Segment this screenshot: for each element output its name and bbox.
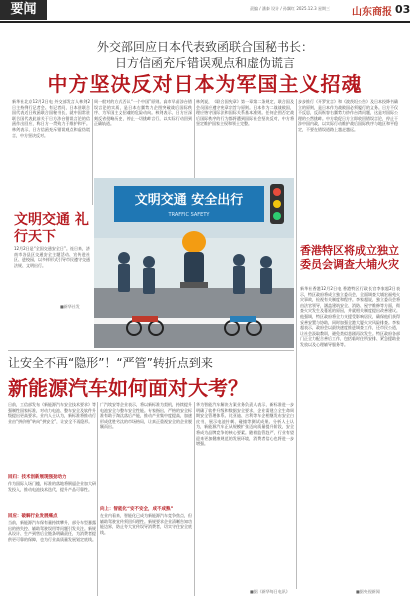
header-rule: [0, 21, 410, 23]
second-story-column-1b: 作为国际入场门槛，标准的落地将倒逼企业加大研发投入，推动电池技术迭代，提升产品可靠性。: [8, 481, 96, 492]
lead-column-c: 林剑说，《联合国宪章》第一章第二条规定，联合国及会员国应遵守宪章宗旨与原则。日本作为二战战败国，理应恪守国际法和国际关系基本准则。任何企图否定战后国际秩序的行为都将遭到国际社会坚决反对，中方将坚定维护国家主权和领土完整。: [196, 99, 294, 127]
second-story-column-2: 广汽埃安等企业表示，将以新标准为契机，持续提升电池安全与整车安全性能。专家指出，严格的安全标准有助于淘汰落后产能，推动产业集中度提高，加速形成优胜劣汰的市场格局，让真正重视安全的企业脱颖而出。: [100, 402, 192, 430]
lead-column-d: 步步推行《开罗宣言》和《波茨坦公告》及日本投降书确立的原则，是日本作为战败国必须履行的义务。日方不仅不反思，反而纵容右翼势力炒作台湾问题，这是对国际公理的公然挑衅。中方敦促日方立即收回错误言论，停止干涉中国内政，以实际行动维护战后国际秩序与地区和平稳定，不要在错误道路上越走越远。: [298, 99, 398, 132]
lead-column-b: 周一般对的方式否认“一个中国”原则。高市早苗涉台错误言论的实质，是日本右翼势力企图突破战后国际秩序、为军国主义招魂的危险动向。林剑表示，日方应深刻反省侵略历史，停止一切挑衅言行，以实际行动回到正确轨道。: [94, 99, 192, 127]
second-story-subhead-3: 向上：智能化“安不安全，成不成熟”: [100, 507, 174, 512]
header-info: 责编 / 潘泰 设计 / 孙飘红 2025.12.3 星期三: [250, 6, 330, 11]
column-divider: [92, 99, 93, 205]
second-story-subhead-2: 回应：破解行业发展痛点: [8, 514, 58, 519]
newspaper-logo: 山东商报: [352, 7, 392, 18]
right-story-credit: ■据央视新闻: [356, 589, 380, 594]
lead-kicker-2: 日方信函充斥错误观点和虚伪谎言: [114, 56, 295, 70]
page-number: 03: [395, 3, 410, 16]
lead-column-a: 新华社北京12月2日电 外交部发言人林剑2日主持例行记者会。有记者问，日本驻联合国代表近日致函联合国秘书长，就中国常驻联合国代表此前关于日方涉台错误言论的信函作出回应，称日方一贯致力于维护和平。林剑表示，日方信函充斥错误观点和虚伪谎言，中方坚决反对。: [12, 99, 90, 138]
side-box-credit: ■新华社发: [60, 304, 80, 309]
side-box-title: 文明交通 礼行天下: [14, 212, 89, 245]
section-divider: [8, 350, 294, 351]
photo-banner-subtext: TRAFFIC SAFETY: [168, 212, 210, 218]
news-photo: [94, 178, 294, 348]
lead-headline: 中方坚决反对日本为军国主义招魂: [47, 72, 363, 96]
second-story-column-1c: 当前，新能源汽车保有量持续攀升，部分车型暴露出的热失控、辅助驾驶误用等问题引发关注。新规从设计、生产到售后全链条明确责任，为消费者提供更可靠的保障，也为行业高质量发展划定底线。: [8, 520, 96, 542]
lead-kicker-1: 外交部回应日本代表致函联合国秘书长：: [96, 40, 313, 54]
second-story-headline: 新能源汽车如何面对大考？: [8, 376, 248, 400]
photo-banner-text: 文明交通 安全出行: [134, 193, 244, 208]
second-story-kicker: 让安全不再“隐形”！“严管”转折点到来: [8, 356, 213, 370]
second-story-column-1: 日前，工信部发布《新能源汽车安全技术要求》等强制性国家标准，对动力电池、整车安全及软件升级提出更高要求。业内人士认为，新标准将推动行业由“拼价格”转向“拼安全”，让安全不再隐形。: [8, 402, 96, 424]
column-divider: [194, 402, 195, 596]
right-story-headline: 香港特区将成立独立委员会调查大埔火灾: [300, 244, 399, 271]
column-divider: [296, 99, 297, 589]
side-box-text: 12月2日是“全国交通安全日”。连日来，济南市各县区交通安全主题活动、宣传进社区、进校园，以多样形式引导市民遵守交通法规、文明出行。: [14, 246, 90, 268]
column-divider: [97, 402, 98, 596]
column-divider: [194, 99, 195, 179]
second-story-column-2b: 在业内看来，智能化已成为新能源汽车竞争焦点，但辅助驾驶宣传须回归理性。新规要求企业清晰告知功能边界，防止夸大宣传误导消费者，切实守住安全底线。: [100, 513, 192, 535]
section-badge: 要闻: [0, 0, 47, 20]
right-story-body: 新华社香港12月2日电 香港特区行政长官李家超2日表示，特区政府将成立独立委员会，全面调查大埔宏福苑火灾事故，检视有关制度和程序。李家超说，独立委员会将由法官领导，涵盖建筑安全、消防、屋宇维修等方面，彻查火灾发生及蔓延的原因，并就相关制度提出改善建议。他强调，特区政府将全力支援受影响居民，确保他们获得妥善安置与协助，同时加强全港大厦火灾风险排查。李家超表示，政府会以最快速度推进调查工作，还市民公道，让社会汲取教训，避免类似悲剧再次发生。特区政府各部门正全力配合善后工作，包括临时住所安排、紧急援助金发放以及心理辅导服务等。: [300, 286, 400, 347]
second-story-column-3: 华为智能汽车解决方案业务负责人表示，新标准进一步明确了软件升级和数据安全要求，企业需建立全生命周期安全管理体系。比亚迪、吉利等车企相继发布安全白皮书，展示电池针刺、碰撞等测试成果。分析人士认为，新能源汽车正从规模扩张迈向质量提升阶段，安全将成为品牌竞争的核心要素。随着监管趋严，行业有望迎来更加健康规范的发展环境，消费者信心也将进一步增强。: [196, 402, 294, 447]
second-story-credit: ■据《新华每日电讯》: [250, 589, 290, 594]
second-story-subhead-1: 回归：技术创新展现强劲动力: [8, 475, 67, 480]
